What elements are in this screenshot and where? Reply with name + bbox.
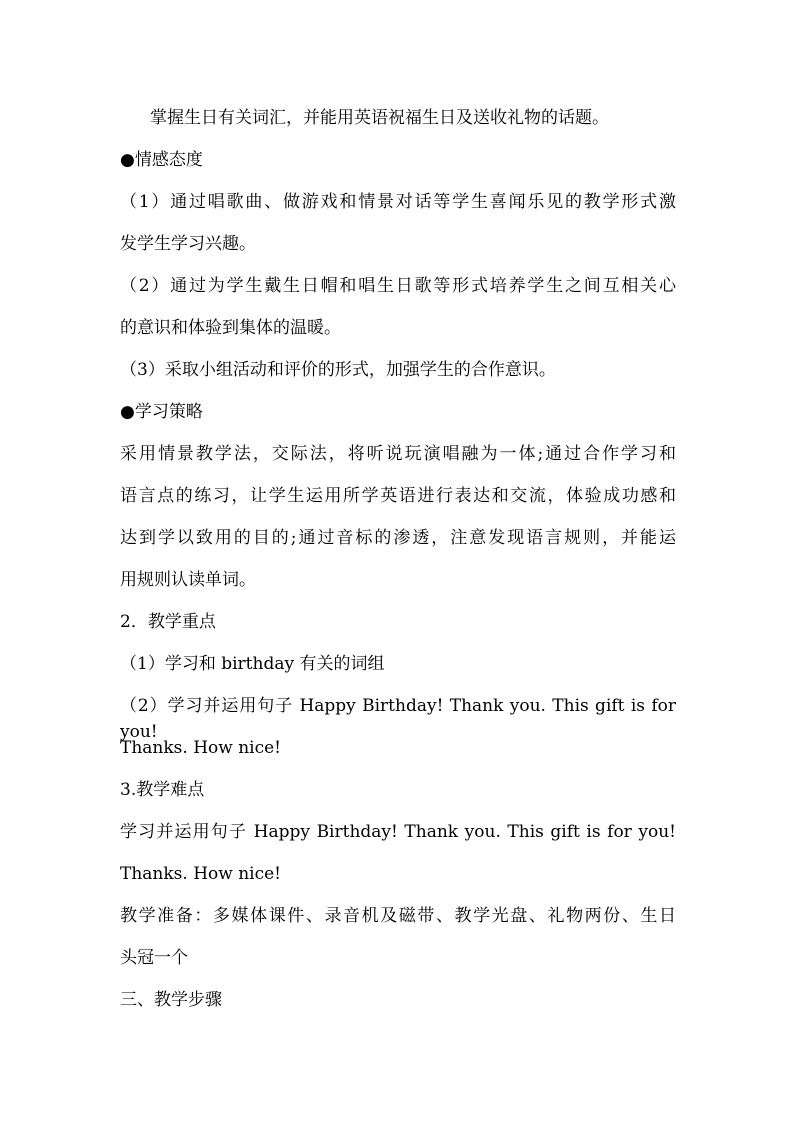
paragraph-line: （1）通过唱歌曲、做游戏和情景对话等学生喜闻乐见的教学形式激 <box>120 192 676 212</box>
section-heading: 2．教学重点 <box>120 612 216 632</box>
paragraph-line: 掌握生日有关词汇，并能用英语祝福生日及送收礼物的话题。 <box>150 108 609 128</box>
section-heading: 三、教学步骤 <box>120 990 222 1010</box>
paragraph-line: 发学生学习兴趣。 <box>120 234 256 254</box>
paragraph-line: 达到学以致用的目的;通过音标的渗透，注意发现语言规则，并能运 <box>120 528 676 548</box>
section-heading: 3.教学难点 <box>120 780 205 800</box>
paragraph-line: （2）学习并运用句子 Happy Birthday! Thank you. This gift is for you! <box>120 696 676 742</box>
paragraph-line: （1）学习和 birthday 有关的词组 <box>120 654 385 674</box>
paragraph-line: 教学准备：多媒体课件、录音机及磁带、教学光盘、礼物两份、生日 <box>120 906 676 926</box>
paragraph-line: 的意识和体验到集体的温暖。 <box>120 318 341 338</box>
paragraph-line: 头冠一个 <box>120 948 188 968</box>
paragraph-line: （3）采取小组活动和评价的形式，加强学生的合作意识。 <box>120 360 556 380</box>
paragraph-line: 采用情景教学法，交际法，将听说玩演唱融为一体;通过合作学习和 <box>120 444 676 464</box>
paragraph-line: 用规则认读单词。 <box>120 570 256 590</box>
section-heading: ●学习策略 <box>120 402 203 422</box>
paragraph-line: （2）通过为学生戴生日帽和唱生日歌等形式培养学生之间互相关心 <box>120 276 676 296</box>
paragraph-line: 学习并运用句子 Happy Birthday! Thank you. This gift is for you! <box>120 822 676 842</box>
paragraph-line: Thanks. How nice! <box>120 738 282 758</box>
paragraph-line: 语言点的练习，让学生运用所学英语进行表达和交流，体验成功感和 <box>120 486 676 506</box>
section-heading: ●情感态度 <box>120 150 203 170</box>
paragraph-line: Thanks. How nice! <box>120 864 282 884</box>
